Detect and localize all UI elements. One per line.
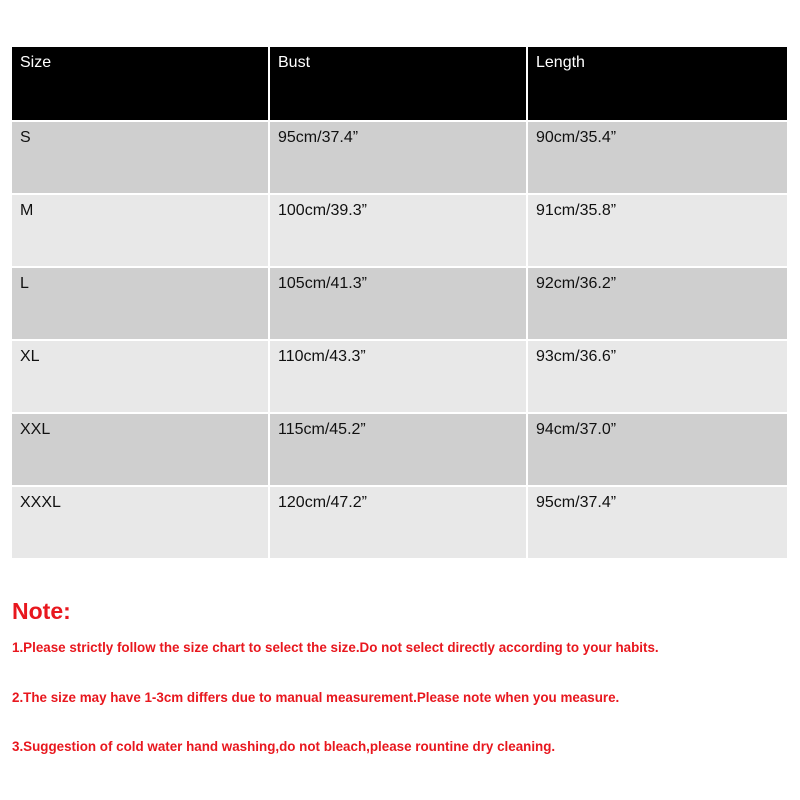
bust-cell: 95cm/37.4”: [270, 122, 526, 193]
table-row: [12, 122, 787, 193]
length-cell: 94cm/37.0”: [528, 414, 787, 485]
size-cell: M: [12, 195, 268, 266]
size-cell: XXL: [12, 414, 268, 485]
note-line-1: 1.Please strictly follow the size chart to select the size.Do not select directly according to your habits.: [12, 640, 659, 655]
table-row: [12, 195, 787, 266]
size-cell: XL: [12, 341, 268, 412]
bust-cell: 115cm/45.2”: [270, 414, 526, 485]
length-cell: 90cm/35.4”: [528, 122, 787, 193]
bust-cell: 100cm/39.3”: [270, 195, 526, 266]
length-cell: 91cm/35.8”: [528, 195, 787, 266]
bust-cell: 120cm/47.2”: [270, 487, 526, 558]
header-size: Size: [12, 47, 268, 120]
table-row: [12, 414, 787, 485]
length-cell: 93cm/36.6”: [528, 341, 787, 412]
size-cell: L: [12, 268, 268, 339]
header-bust: Bust: [270, 47, 526, 120]
note-line-2: 2.The size may have 1-3cm differs due to manual measurement.Please note when you measure.: [12, 690, 620, 705]
table-header-row: [12, 47, 787, 120]
size-cell: XXXL: [12, 487, 268, 558]
note-title: Note:: [12, 598, 71, 624]
table-row: [12, 268, 787, 339]
bust-cell: 105cm/41.3”: [270, 268, 526, 339]
table-row: [12, 487, 787, 558]
size-cell: S: [12, 122, 268, 193]
length-cell: 95cm/37.4”: [528, 487, 787, 558]
bust-cell: 110cm/43.3”: [270, 341, 526, 412]
length-cell: 92cm/36.2”: [528, 268, 787, 339]
note-line-3: 3.Suggestion of cold water hand washing,do not bleach,please rountine dry cleaning.: [12, 739, 556, 754]
header-length: Length: [528, 47, 787, 120]
size-chart-table: [10, 45, 789, 560]
table-row: [12, 341, 787, 412]
